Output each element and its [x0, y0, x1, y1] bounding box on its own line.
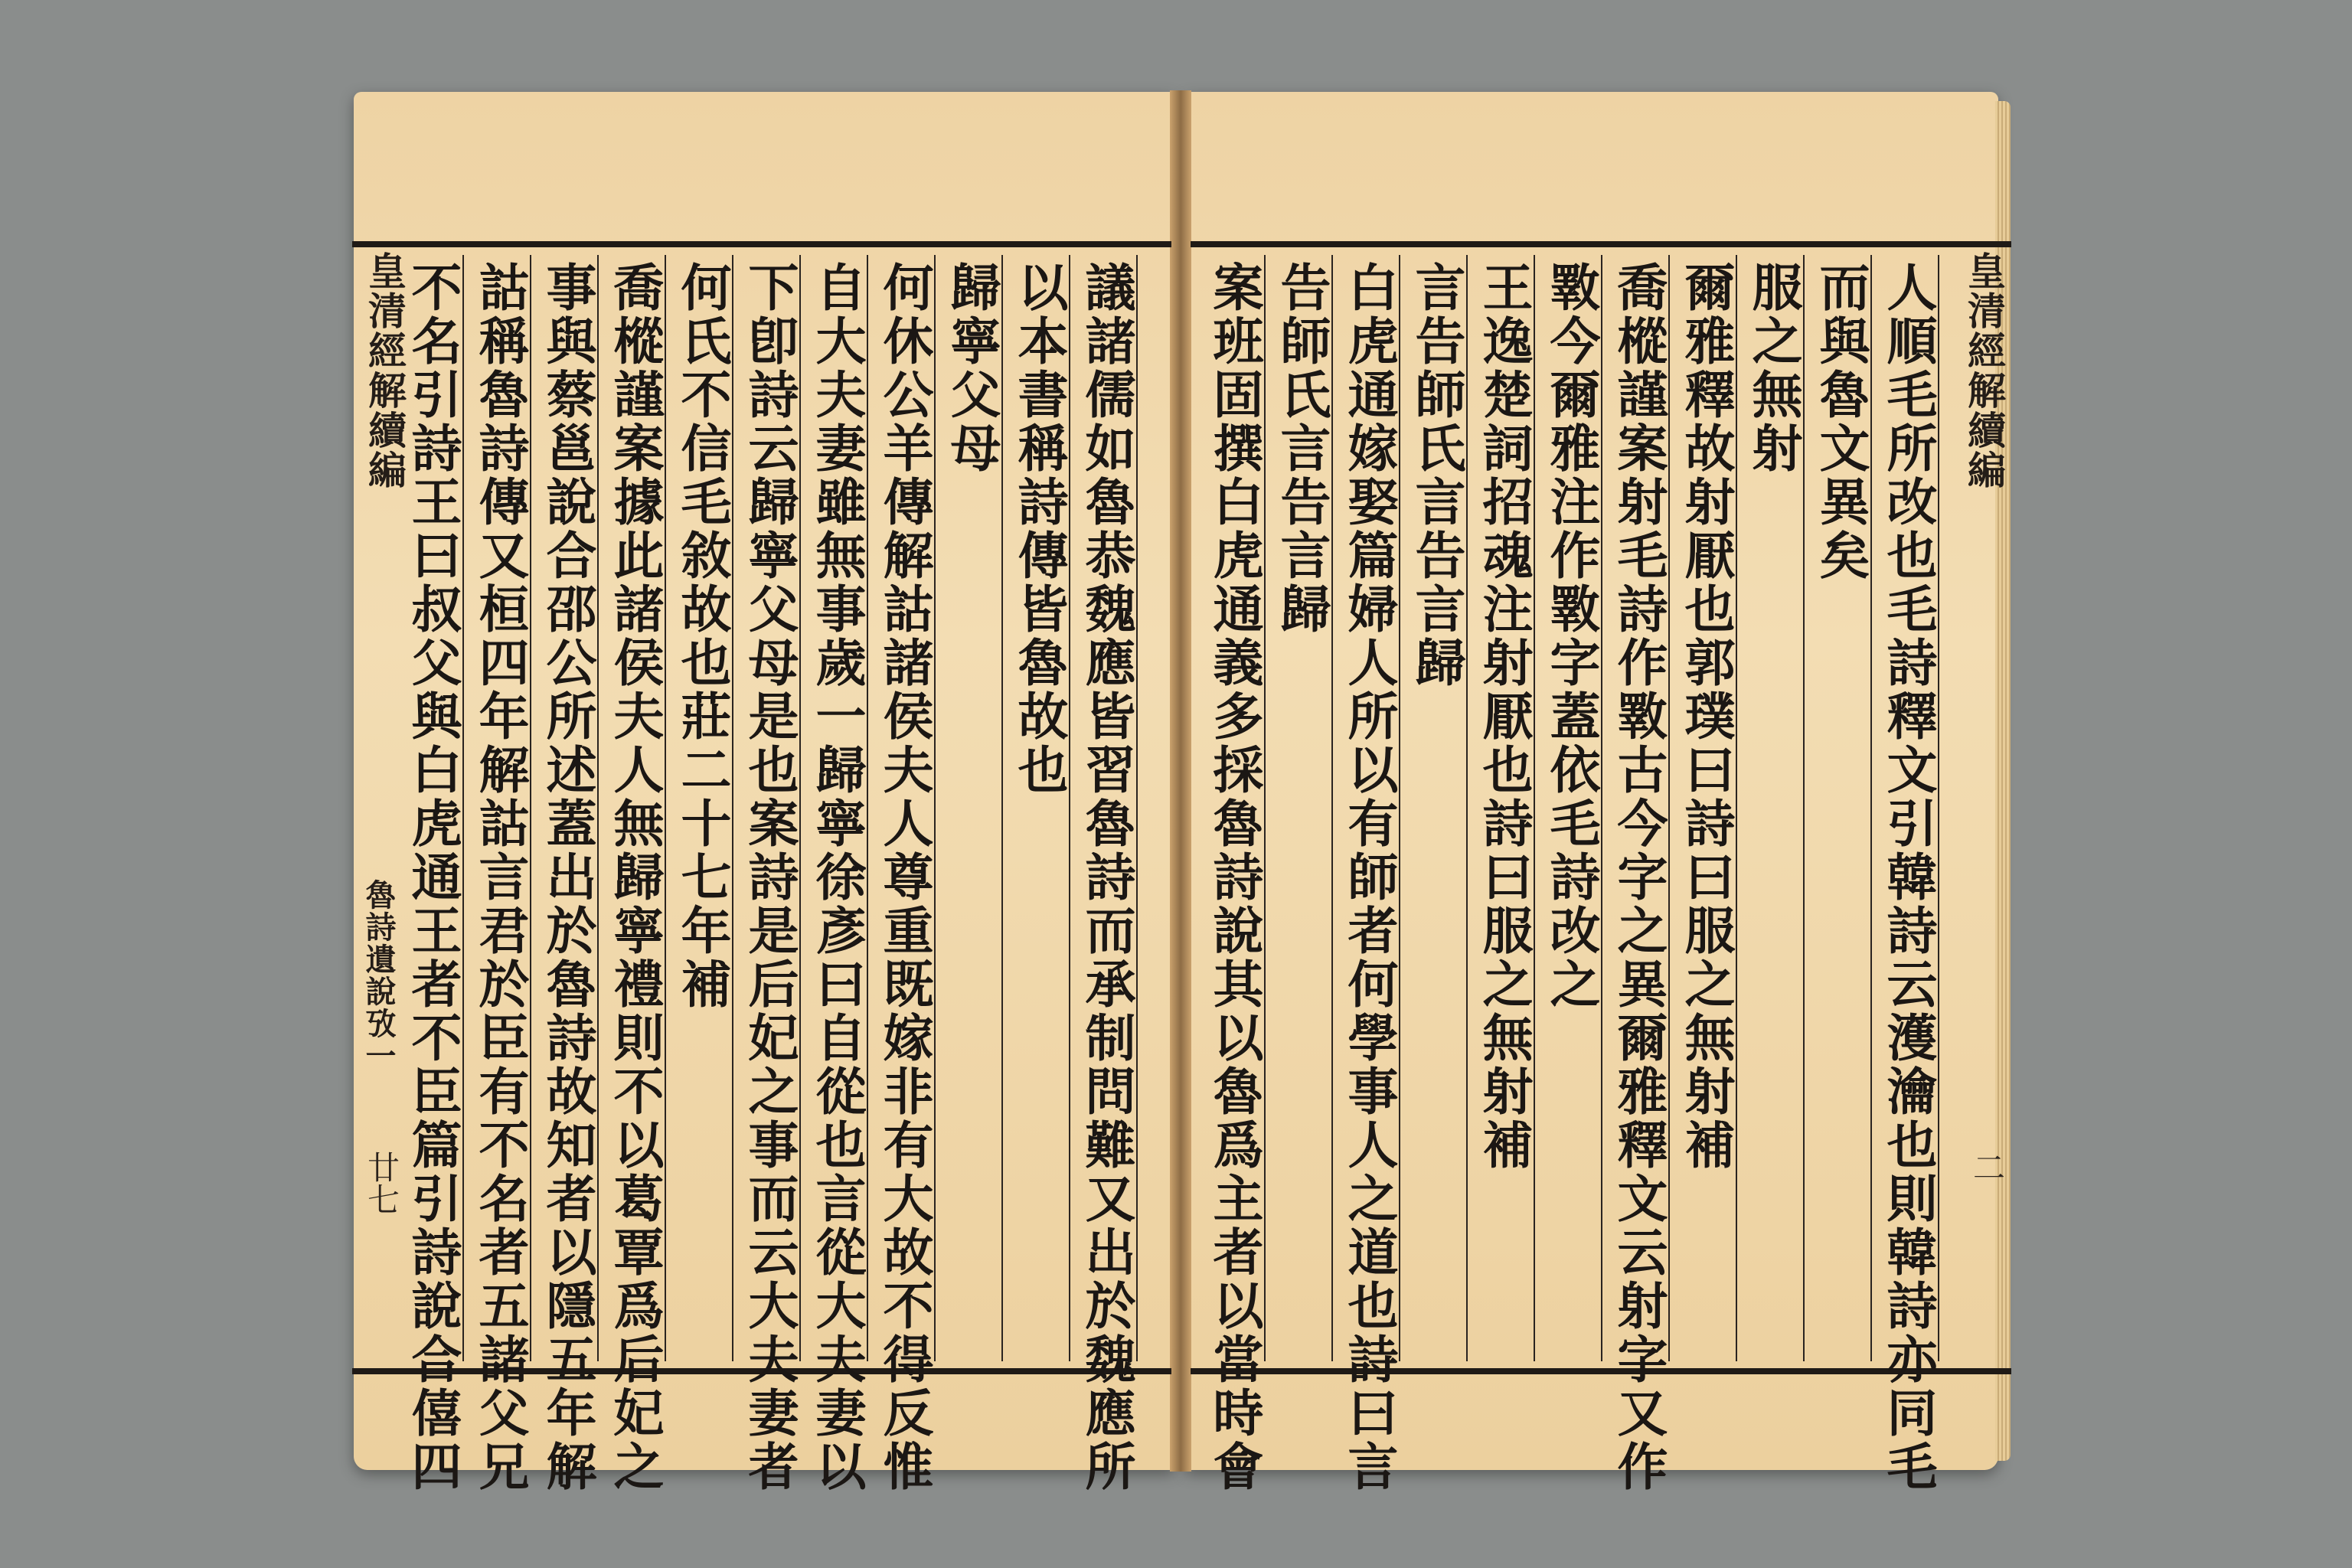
left-margin-title: 皇清經解續編: [362, 251, 407, 490]
column-text: 斁今爾雅注作斁字蓋依毛詩改之: [1541, 261, 1601, 1011]
column-text: 爾雅釋故射厭也郭璞曰詩曰服之無射補: [1676, 261, 1736, 1172]
column-text: 何休公羊傳解詁諸侯夫人尊重既嫁非有大故不得反惟: [874, 261, 934, 1494]
column-text: 詁稱魯詩傳又桓四年解詁言君於臣有不名者五諸父兄: [470, 261, 530, 1494]
text-column: [733, 255, 801, 1494]
text-column: [464, 255, 531, 1494]
column-text: 而與魯文異矣: [1811, 261, 1870, 583]
text-column: [1805, 255, 1872, 1361]
text-column: [1070, 255, 1138, 1494]
text-column: [1737, 255, 1805, 1361]
left-folio-number: 廿七: [363, 1151, 400, 1215]
right-margin-title: 皇清經解續編: [1962, 251, 2007, 490]
column-text: 下卽詩云歸寧父母是也案詩是后妃之事而云大夫妻者: [740, 261, 799, 1494]
right-folio-number: 二: [1968, 1151, 2006, 1183]
left-text-frame: [352, 241, 1171, 1494]
right-text-frame: [1191, 241, 2011, 1494]
text-column: [1400, 255, 1468, 1361]
column-text: 以本書稱詩傳皆魯故也: [1009, 261, 1069, 797]
column-text: 人順毛所改也毛詩釋文引韓詩云濩瀹也則韓詩亦同毛: [1878, 261, 1938, 1494]
column-text: 事與蔡邕說合邵公所述蓋出於魯詩故知者以隱五年解: [537, 261, 597, 1494]
text-column: [1198, 255, 1266, 1494]
left-margin-subtitle: 魯詩遺說攷一: [361, 879, 397, 1072]
text-column: [936, 255, 1003, 1361]
text-column: [1872, 255, 1939, 1494]
text-column: [531, 255, 599, 1494]
column-text: 白虎通嫁娶篇婦人所以有師者何學事人之道也詩曰言: [1339, 261, 1399, 1494]
text-column: [1003, 255, 1070, 1361]
text-column: [868, 255, 936, 1494]
text-column: [1468, 255, 1535, 1361]
text-column: [1670, 255, 1737, 1361]
text-column: [666, 255, 733, 1361]
column-text: 喬樅謹案射毛詩作斁古今字之異爾雅釋文云射字又作: [1609, 261, 1668, 1494]
column-text: 歸寧父母: [942, 261, 1001, 475]
column-text: 言告師氏言告言歸: [1406, 261, 1466, 690]
text-column: [397, 255, 464, 1494]
column-text: 案班固撰白虎通義多採魯詩說其以魯爲主者以當時會: [1204, 261, 1264, 1494]
text-column: [599, 255, 666, 1494]
text-column: [801, 255, 868, 1494]
column-text: 自大夫妻雖無事歲一歸寧徐彥曰自從也言從大夫妻以: [807, 261, 867, 1494]
column-text: 王逸楚詞招魂注射厭也詩曰服之無射補: [1474, 261, 1534, 1172]
text-column: [1333, 255, 1400, 1494]
text-column: [1535, 255, 1602, 1361]
column-text: 告師氏言告言歸: [1272, 261, 1331, 636]
column-text: 不名引詩王曰叔父與白虎通王者不臣篇引詩說合僖四: [403, 261, 462, 1494]
column-text: 何氏不信毛敘故也莊二十七年補: [672, 261, 732, 1011]
right-margin-column: [1956, 251, 2007, 1361]
column-text: 議諸儒如魯恭魏應皆習魯詩而承制問難又出於魏應所: [1076, 261, 1136, 1494]
column-text: 服之無射: [1743, 261, 1803, 475]
text-column: [1266, 255, 1333, 1361]
column-text: 喬樅謹案據此諸侯夫人無歸寧禮則不以葛覃爲后妃之: [605, 261, 665, 1494]
text-column: [1602, 255, 1670, 1494]
book-gutter: [1170, 90, 1191, 1472]
